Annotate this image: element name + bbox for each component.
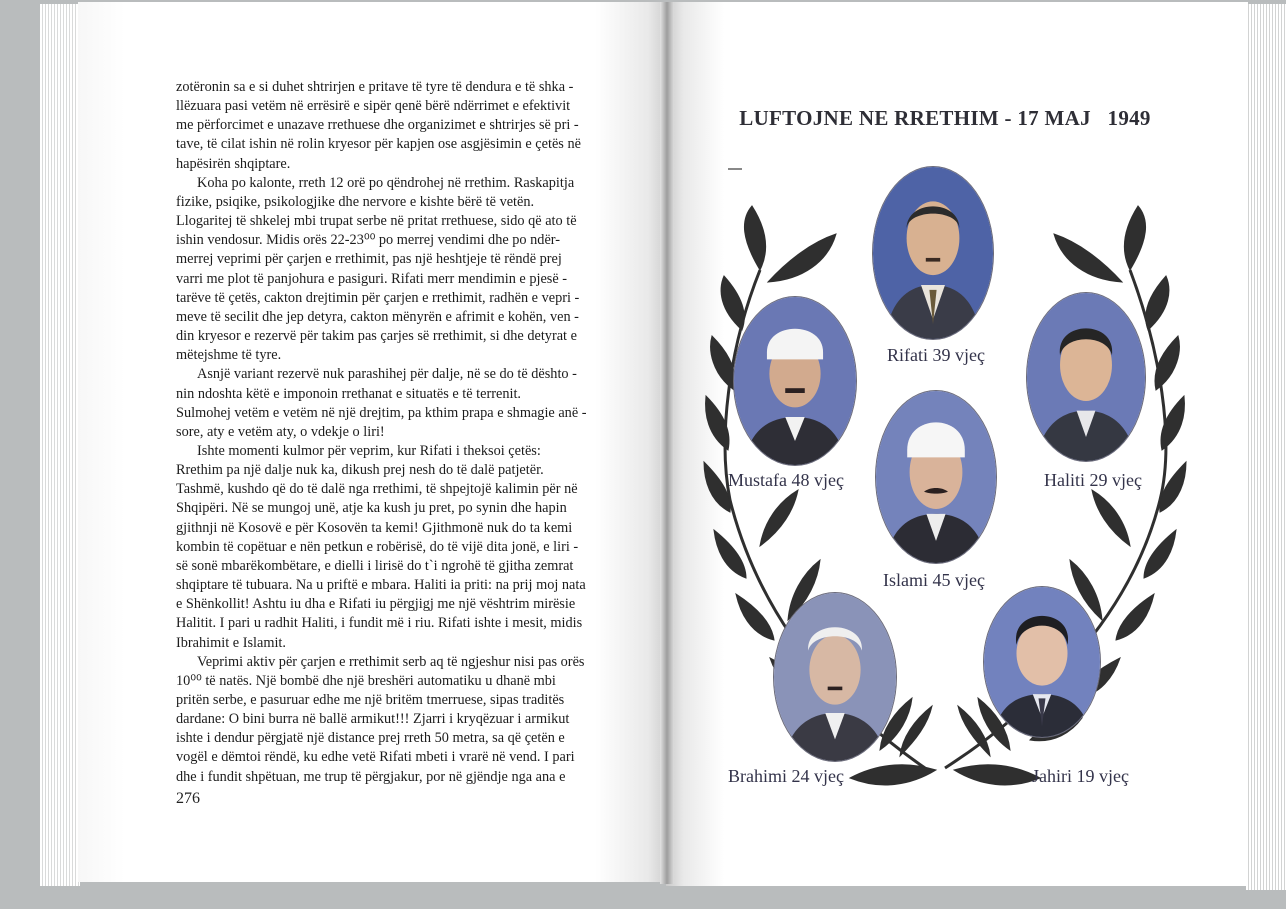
- text-line: nin ndoshta këtë e imponoin rrethanat e situatës e të terrenit.: [176, 385, 521, 402]
- text-line: Koha po kalonte, rreth 12 orë po qëndrohej në rrethim. Raskapitja: [197, 174, 575, 191]
- text-line: ishte i dendur përgjatë një distance prej rreth 50 metra, sa që çetën e: [176, 730, 565, 747]
- portrait-islami: [875, 390, 997, 564]
- text-line: kombin të copëtuar e nën petkun e robërisë, do të vijë dita jonë, e liri -: [176, 538, 579, 555]
- text-line: tarëve të çetës, cakton drejtimin për çarjen e rrethimit, radhën e vepri -: [176, 289, 580, 306]
- text-line: Rrethim pa një dalje nuk ka, dikush prej nesh do të dalë patjetër.: [176, 462, 544, 479]
- text-line: fizike, psiqike, psikologjike dhe nervore e kishte bërë të vetën.: [176, 193, 535, 210]
- text-line: Shqipëri. Në se mungoj unë, atje ka kush ju pret, po synin dhe hapin: [176, 500, 567, 517]
- book-gutter: [660, 2, 674, 884]
- text-line: mëtejshme të tyre.: [176, 347, 282, 364]
- portrait-mustafa: [733, 296, 857, 466]
- text-line: Halitit. I pari u radhit Haliti, i fundit më i riu. Rifati ishte i mesit, midis: [176, 615, 583, 632]
- right-page-edges: [1246, 4, 1286, 890]
- text-line: vogël e dëmtoi rëndë, ku edhe vetë Rifati mbeti i vrarë në vend. I pari: [176, 749, 575, 766]
- caption-islami: Islami 45 vjeç: [883, 570, 985, 590]
- page-title: LUFTOJNE NE RRETHIM - 17 MAJ 1949: [739, 106, 1151, 130]
- paragraph: [176, 442, 606, 653]
- text-line: shqiptare të tubuara. Na u priftë e mbara. Haliti ia priti: na prij moj nata: [176, 577, 586, 594]
- text-line: e Shënkollit! Ashtu iu dha e Rifati iu përgjigj me një vështrim mirësie: [176, 596, 576, 613]
- paragraph: [176, 653, 606, 787]
- text-line: varri me plot të panjohura e pasiguri. Rifati merr mendimin e pjesë -: [176, 270, 568, 287]
- text-line: gjithnji në Kosovë e për Kosovën ta kemi! Gjithmonë nuk do ta kemi: [176, 519, 573, 536]
- left-page-edges: [40, 4, 80, 886]
- text-line: Ibrahimit e Islamit.: [176, 634, 286, 651]
- paragraph: [176, 78, 606, 174]
- text-line: 10⁰⁰ të natës. Një bombë dhe një breshëri automatiku u dhanë mbi: [176, 672, 556, 689]
- text-line: ishin vendosur. Midis orës 22-23⁰⁰ po merrej vendimi dhe po ndër-: [176, 232, 561, 249]
- caption-mustafa: Mustafa 48 vjeç: [728, 470, 844, 490]
- page-number: 276: [176, 790, 200, 807]
- caption-rifati: Rifati 39 vjeç: [887, 345, 985, 365]
- text-line: pritën serbe, e pasuruar edhe me një britëm tmerruese, sipas traditës: [176, 692, 565, 708]
- portrait-jahiri: [983, 586, 1101, 738]
- text-line: Llogaritej të shkelej mbi trupat serbe në pritat rrethuese, sido që ato të: [176, 213, 577, 230]
- text-line: tave, të cilat ishin në rolin kryesor për kapjen ose asgjësimin e çetës në: [176, 136, 581, 153]
- text-line: Tashmë, kushdo që do të dalë nga rrethimi, të shpejtojë kalimin për në: [176, 481, 578, 498]
- text-line: së sonë mbarëkombëtare, e dielli i lirisë do t`i ngrohë të gjitha zemrat: [176, 557, 574, 574]
- text-line: dhe i fundit shpëtuan, me trup të përgjakur, por në gjëndje nga ana e: [176, 768, 566, 785]
- portrait-haliti: [1026, 292, 1146, 462]
- text-line: Asnjë variant rezervë nuk parashihej për dalje, në se do të dështo -: [197, 366, 577, 383]
- paragraph: [176, 365, 606, 442]
- caption-haliti: Haliti 29 vjeç: [1044, 470, 1142, 490]
- text-line: dardane: O bini burra në ballë armikut!!! Zjarri i kryqëzuar i armikut: [176, 711, 570, 728]
- text-line: din kryesor e rezervë për takim pas çarjes së rrethimit, si dhe detyrat e: [176, 328, 577, 345]
- text-line: merrej veprimi për çarjen e rrethimit, pas një heshtjeje të rëndë prej: [176, 251, 562, 268]
- portrait-brahimi: [773, 592, 897, 762]
- text-line: meve të secilit dhe jep detyra, cakton mënyrën e afrimit e kohën, ven -: [176, 308, 579, 325]
- text-line: me përforcimet e unazave rrethuese dhe organizimet e shtrirjes së pri -: [176, 117, 579, 134]
- text-line: Sulmohej vetëm e vetëm në një drejtim, pa kthim prapa e shmagie anë -: [176, 404, 587, 421]
- body-text: [176, 78, 606, 787]
- portrait-rifati: [872, 166, 994, 340]
- text-line: zotëronin sa e si duhet shtrirjen e pritave të tyre të dendura e të shka -: [176, 79, 574, 95]
- caption-jahiri: Jahiri 19 vjeç: [1032, 766, 1129, 786]
- text-line: sore, aty e vetëm aty, o vdekje o liri!: [176, 423, 385, 440]
- caption-brahimi: Brahimi 24 vjeç: [728, 766, 844, 786]
- text-line: llëzuara pasi vetëm në errësirë e sipër qenë bërë ndërrimet e efektivit: [176, 98, 571, 115]
- text-line: Veprimi aktiv për çarjen e rrethimit serb aq të ngjeshur nisi pas orës: [197, 653, 585, 670]
- paragraph: [176, 174, 606, 366]
- text-line: hapësirën shqiptare.: [176, 155, 291, 172]
- text-line: Ishte momenti kulmor për veprim, kur Rifati i theksoi çetës:: [197, 442, 541, 459]
